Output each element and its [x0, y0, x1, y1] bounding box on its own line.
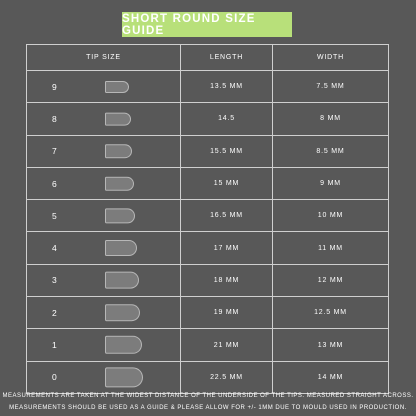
width-cell: 8 MM [273, 103, 389, 135]
width-cell: 14 MM [273, 361, 389, 393]
tip-size-cell [27, 71, 181, 103]
nail-tip-icon [105, 81, 129, 93]
tip-number: 2 [52, 307, 58, 318]
size-guide-table [26, 44, 389, 394]
table-row [27, 297, 389, 329]
width-cell: 7.5 MM [273, 71, 389, 103]
header-row [27, 45, 389, 71]
nail-tip-icon [105, 176, 134, 190]
length-header: LENGTH [181, 45, 273, 71]
length-cell: 22.5 MM [181, 361, 273, 393]
nail-tip-icon [105, 336, 142, 354]
length-cell: 17 MM [181, 232, 273, 264]
length-cell: 19 MM [181, 297, 273, 329]
nail-tip-icon [105, 144, 132, 158]
tip-size-cell [27, 361, 181, 393]
tip-number: 9 [52, 81, 58, 92]
table-row [27, 329, 389, 361]
table-row [27, 200, 389, 232]
tip-number: 1 [52, 340, 58, 351]
tip-size-cell [27, 103, 181, 135]
width-cell: 10 MM [273, 200, 389, 232]
width-cell: 13 MM [273, 329, 389, 361]
table-row [27, 167, 389, 199]
length-cell: 15.5 MM [181, 135, 273, 167]
note-measurement: MEASUREMENTS ARE TAKEN AT THE WIDEST DISTANCE OF THE UNDERSIDE OF THE TIPS. MEASURED STRAIGHT ACROSS. [2, 393, 414, 399]
page-title: SHORT ROUND SIZE GUIDE [122, 12, 256, 37]
tip-size-cell [27, 232, 181, 264]
tip-number: 0 [52, 372, 58, 383]
note-tolerance: MEASUREMENTS SHOULD BE USED AS A GUIDE & PLEASE ALLOW FOR +/- 1MM DUE TO MOULD USED IN PRODUCTION. [9, 405, 407, 411]
table-row [27, 103, 389, 135]
nail-tip-icon [105, 304, 140, 322]
nail-tip-icon [105, 208, 135, 223]
title-banner [122, 12, 292, 37]
tip-size-cell [27, 135, 181, 167]
tip-size-cell [27, 264, 181, 296]
tip-number: 6 [52, 178, 58, 189]
width-cell: 11 MM [273, 232, 389, 264]
table-row [27, 71, 389, 103]
tip-number: 5 [52, 210, 58, 221]
tip-size-header: TIP SIZE [27, 45, 181, 71]
width-cell: 12 MM [273, 264, 389, 296]
tip-number: 4 [52, 243, 58, 254]
tip-number: 3 [52, 275, 58, 286]
table-row [27, 264, 389, 296]
nail-tip-icon [105, 272, 139, 289]
length-cell: 21 MM [181, 329, 273, 361]
length-cell: 13.5 MM [181, 71, 273, 103]
nail-tip-icon [105, 368, 143, 387]
width-header: WIDTH [273, 45, 389, 71]
tip-size-cell [27, 297, 181, 329]
length-cell: 14.5 [181, 103, 273, 135]
nail-tip-icon [105, 240, 137, 256]
table-row [27, 361, 389, 393]
tip-number: 7 [52, 146, 58, 157]
tip-size-cell [27, 200, 181, 232]
width-cell: 9 MM [273, 167, 389, 199]
tip-number: 8 [52, 113, 58, 124]
width-cell: 8.5 MM [273, 135, 389, 167]
tip-size-cell [27, 167, 181, 199]
length-cell: 18 MM [181, 264, 273, 296]
width-cell: 12.5 MM [273, 297, 389, 329]
tip-size-cell [27, 329, 181, 361]
table-row [27, 135, 389, 167]
nail-tip-icon [105, 113, 131, 126]
length-cell: 15 MM [181, 167, 273, 199]
length-cell: 16.5 MM [181, 200, 273, 232]
table-row [27, 232, 389, 264]
